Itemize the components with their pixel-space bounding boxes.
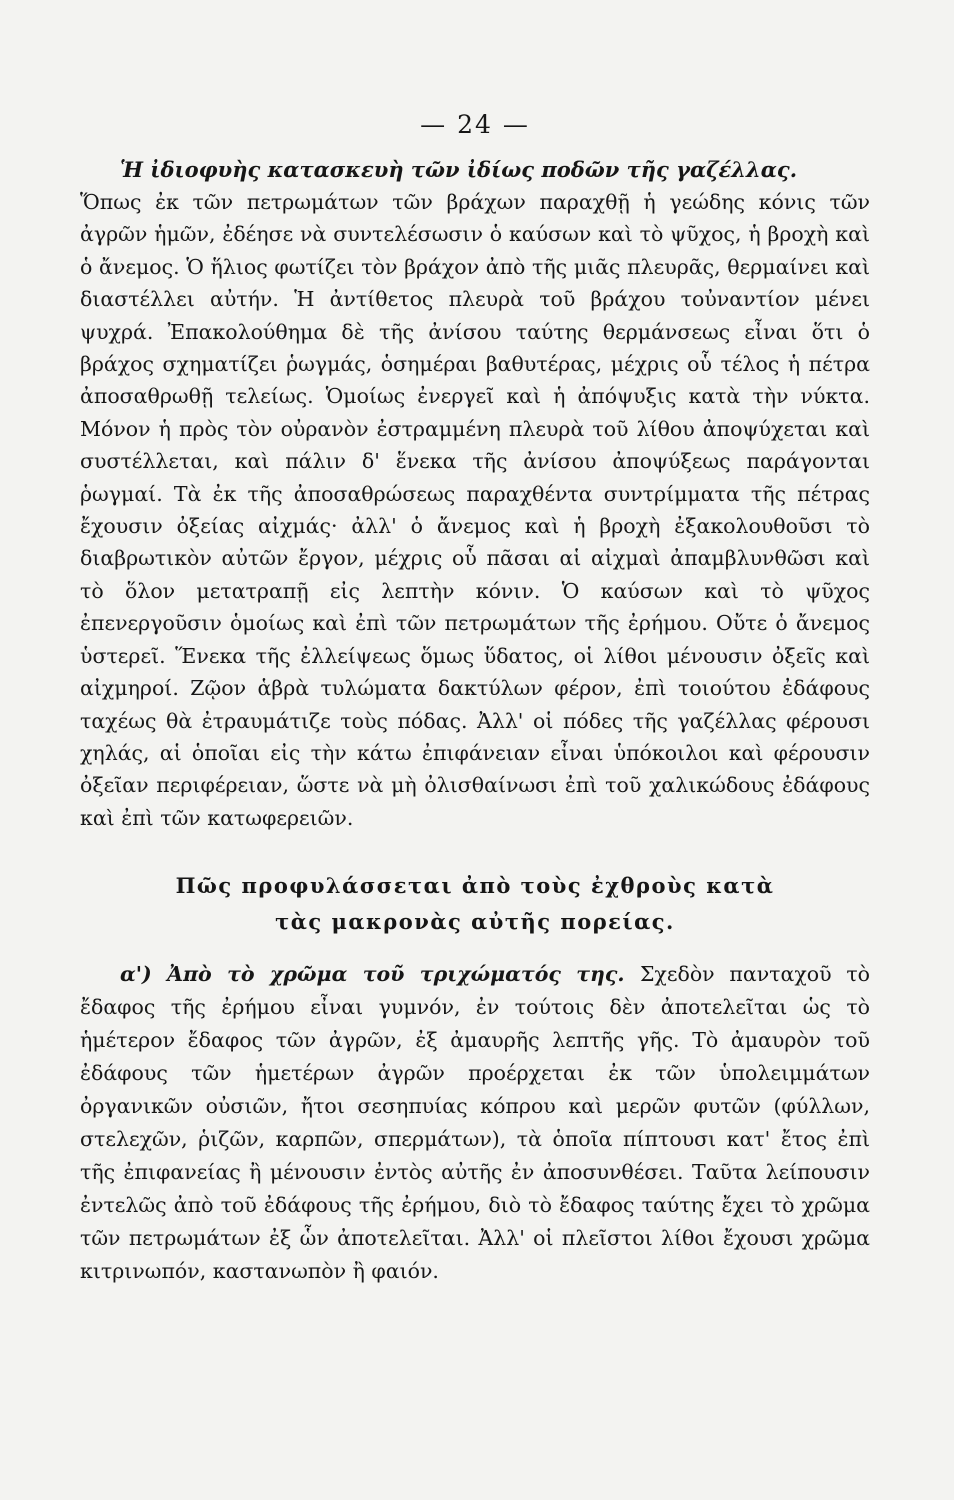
body-paragraph-2-text: Σχεδὸν πανταχοῦ τὸ ἔδαφος τῆς ἐρήμου εἶναι γυμνόν, ἐν τούτοις δὲν ἀποτελεῖται ὡς τὸ ἡμέτερον ἔδαφος τῶν ἀγρῶν, ἐξ ἀμαυρῆς λεπτῆς γῆς. Τὸ ἀμαυρὸν τοῦ ἐδάφους τῶν ἡμετέρων ἀγρῶν προέρχεται ἐκ τῶν ὑπολειμμάτων ὀργανικῶν οὐσιῶν, ἤτοι σεσηπυίας κόπρου καὶ μερῶν φυτῶν (φύλλων, στελεχῶν, ῥιζῶν, καρπῶν, σπερμάτων), τὰ ὁποῖα πίπτουσι κατ' ἔτος ἐπὶ τῆς ἐπιφανείας ἢ μένουσιν ἐντὸς αὐτῆς ἐν ἀποσυνθέσει. Ταῦτα λείπουσιν ἐντελῶς ἀπὸ τοῦ ἐδάφους τῆς ἐρήμου, διὸ τὸ ἔδαφος ταύτης ἔχει τὸ χρῶμα τῶν πετρωμάτων ἐξ ὧν ἀποτελεῖται. Ἀλλ' οἱ πλεῖστοι λίθοι ἔχουσι χρῶμα κιτρινωπόν, καστανωπὸν ἢ φαιόν. <box>80 962 871 1284</box>
heading-line-1: Πῶς προφυλάσσεται ἀπὸ τοὺς ἐχθροὺς κατὰ <box>175 873 775 899</box>
body-paragraph-2 <box>80 958 870 1288</box>
page-number: — 24 — <box>420 110 530 139</box>
section-title: Ἡ ἰδιοφυὴς κατασκευὴ τῶν ἰδίως ποδῶν τῆς γαζέλλας. <box>120 157 798 182</box>
body-paragraph-1: Ὅπως ἐκ τῶν πετρωμάτων τῶν βράχων παραχθῇ ἡ γεώδης κόνις τῶν ἀγρῶν ἡμῶν, ἐδέησε νὰ συντελέσωσιν ὁ καύσων καὶ τὸ ψῦχος, ἡ βροχὴ καὶ ὁ ἄνεμος. Ὁ ἥλιος φωτίζει τὸν βράχον ἀπὸ τῆς μιᾶς πλευρᾶς, θερμαίνει καὶ διαστέλλει αὐτήν. Ἡ ἀντίθετος πλευρὰ τοῦ βράχου τοὐναντίον μένει ψυχρά. Ἐπακολούθημα δὲ τῆς ἀνίσου ταύτης θερμάνσεως εἶναι ὅτι ὁ βράχος σχηματίζει ῥωγμάς, ὁσημέραι βαθυτέρας, μέχρις οὗ τέλος ἡ πέτρα ἀποσαθρωθῇ τελείως. Ὁμοίως ἐνεργεῖ καὶ ἡ ἀπόψυξις κατὰ τὴν νύκτα. Μόνον ἡ πρὸς τὸν οὐρανὸν ἐστραμμένη πλευρὰ τοῦ λίθου ἀποψύχεται καὶ συστέλλεται, καὶ πάλιν δ' ἕνεκα τῆς ἀνίσου ἀποψύξεως παράγονται ῥωγμαί. Τὰ ἐκ τῆς ἀποσαθρώσεως παραχθέντα συντρίμματα τῆς πέτρας ἔχουσιν ὀξείας αἰχμάς· ἀλλ' ὁ ἄνεμος καὶ ἡ βροχὴ ἐξακολουθοῦσι τὸ διαβρωτικὸν αὐτῶν ἔργον, μέχρις οὗ πᾶσαι αἱ αἰχμαὶ ἀπαμβλυνθῶσι καὶ τὸ ὅλον μετατραπῇ εἰς λεπτὴν κόνιν. Ὁ καύσων καὶ τὸ ψῦχος ἐπενεργοῦσιν ὁμοίως καὶ ἐπὶ τῶν πετρωμάτων τῆς ἐρήμου. Οὔτε ὁ ἄνεμος ὑστερεῖ. Ἕνεκα τῆς ἐλλείψεως ὅμως ὕδατος, οἱ λίθοι μένουσιν ὀξεῖς καὶ αἰχμηροί. Ζῷον ἁβρὰ τυλώματα δακτύλων φέρον, ἐπὶ τοιούτου ἐδάφους ταχέως θὰ ἐτραυμάτιζε τοὺς πόδας. Ἀλλ' οἱ πόδες τῆς γαζέλλας φέρουσι χηλάς, αἱ ὁποῖαι εἰς τὴν κάτω ἐπιφάνειαν εἶναι ὑπόκοιλοι καὶ φέρουσιν ὀξεῖαν περιφέρειαν, ὥστε νὰ μὴ ὀλισθαίνωσι ἐπὶ τοῦ χαλικώδους ἐδάφους καὶ ἐπὶ τῶν κατωφερειῶν. <box>80 190 870 830</box>
heading-line-2: τὰς μακρονὰς αὐτῆς πορείας. <box>275 909 675 935</box>
subsection-label: α') Ἀπὸ τὸ χρῶμα τοῦ τριχώματός της. <box>120 962 640 987</box>
section-heading <box>80 868 870 940</box>
